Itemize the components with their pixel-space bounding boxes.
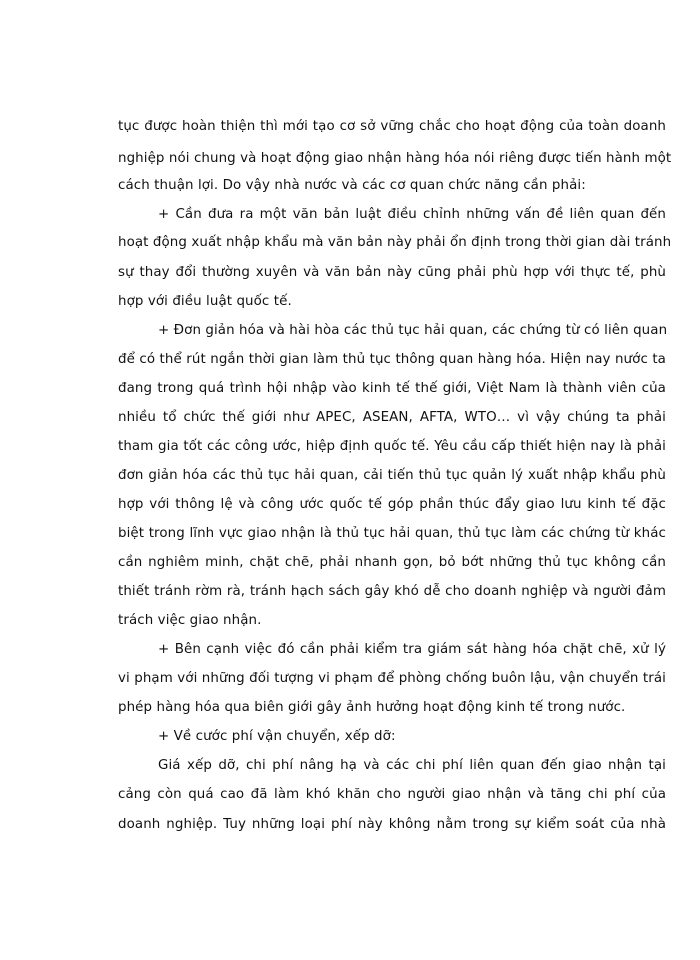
text-line: tham gia tốt các công ước, hiệp định quốc tế. Yêu cầu cấp thiết hiện nay là phải xyxy=(118,439,666,454)
text-line: Giá xếp dỡ, chi phí nâng hạ và các chi phí liên quan đến giao nhận tại xyxy=(158,758,666,773)
text-line: + Bên cạnh việc đó cần phải kiểm tra giám sát hàng hóa chặt chẽ, xử lý xyxy=(158,642,666,657)
text-line: hoạt động xuất nhập khẩu mà văn bản này phải ổn định trong thời gian dài tránh xyxy=(118,235,672,250)
text-line: phép hàng hóa qua biên giới gây ảnh hưởng hoạt động kinh tế trong nước. xyxy=(118,700,626,715)
text-line: + Đơn giản hóa và hài hòa các thủ tục hải quan, các chứng từ có liên quan xyxy=(158,323,668,338)
text-line: hợp với điều luật quốc tế. xyxy=(118,294,292,309)
text-line: doanh nghiệp. Tuy những loại phí này không nằm trong sự kiểm soát của nhà xyxy=(118,817,666,832)
text-line: + Cần đưa ra một văn bản luật điều chỉnh những vấn đề liên quan đến xyxy=(158,207,666,222)
text-line: tục được hoàn thiện thì mới tạo cơ sở vững chắc cho hoạt động của toàn doanh xyxy=(118,119,666,134)
text-line: đang trong quá trình hội nhập vào kinh tế thế giới, Việt Nam là thành viên của xyxy=(118,381,666,396)
text-line: cảng còn quá cao đã làm khó khăn cho người giao nhận và tăng chi phí của xyxy=(118,787,666,802)
text-line: sự thay đổi thường xuyên và văn bản này cũng phải phù hợp với thực tế, phù xyxy=(118,265,666,280)
text-line: biệt trong lĩnh vực giao nhận là thủ tục hải quan, thủ tục làm các chứng từ khác xyxy=(118,526,666,541)
text-line: vi phạm với những đối tượng vi phạm để phòng chống buôn lậu, vận chuyển trái xyxy=(118,671,666,686)
text-line: đơn giản hóa các thủ tục hải quan, cải tiến thủ tục quản lý xuất nhập khẩu phù xyxy=(118,468,666,483)
text-line: hợp với thông lệ và công ước quốc tế góp phần thúc đẩy giao lưu kinh tế đặc xyxy=(118,497,666,512)
text-line: để có thể rút ngắn thời gian làm thủ tục thông quan hàng hóa. Hiện nay nước ta xyxy=(118,352,666,367)
text-line: nghiệp nói chung và hoạt động giao nhận hàng hóa nói riêng được tiến hành một xyxy=(118,151,672,166)
text-line: trách việc giao nhận. xyxy=(118,613,262,628)
text-line: + Về cước phí vận chuyển, xếp dỡ: xyxy=(158,729,396,744)
text-line: nhiều tổ chức thế giới như APEC, ASEAN, AFTA, WTO… vì vậy chúng ta phải xyxy=(118,410,666,425)
text-line: thiết tránh rờm rà, tránh hạch sách gây khó dễ cho doanh nghiệp và người đảm xyxy=(118,584,666,599)
text-line: cần nghiêm minh, chặt chẽ, phải nhanh gọn, bỏ bớt những thủ tục không cần xyxy=(118,555,666,570)
text-line: cách thuận lợi. Do vậy nhà nước và các cơ quan chức năng cần phải: xyxy=(118,178,586,193)
